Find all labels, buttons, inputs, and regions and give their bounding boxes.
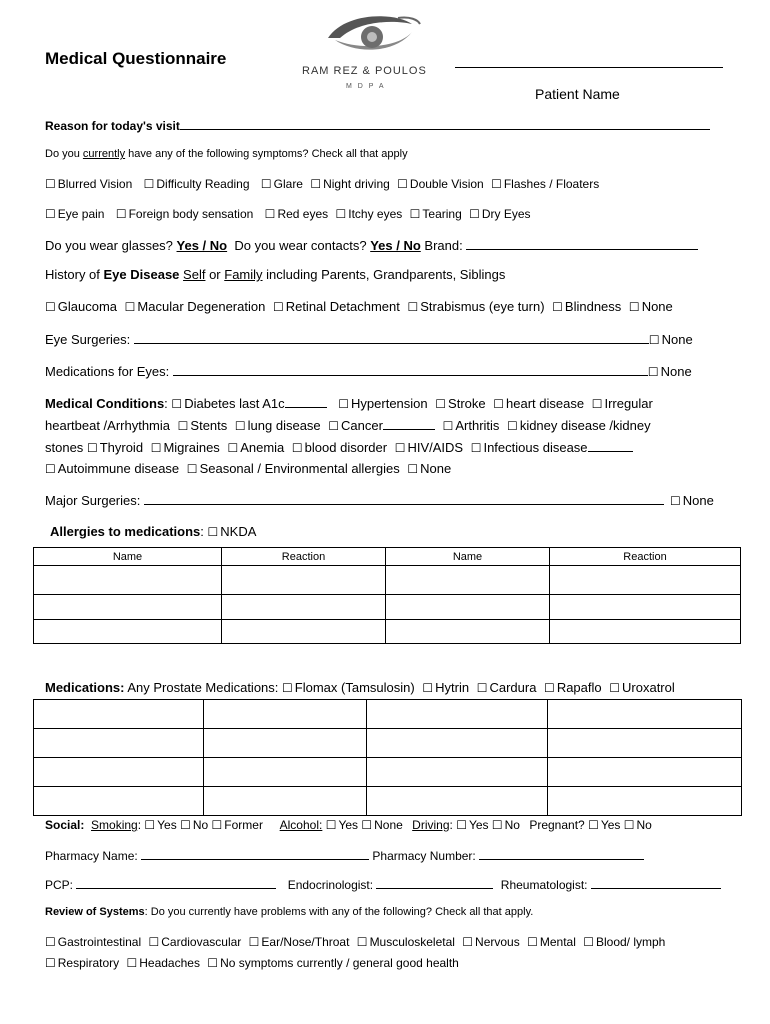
symptom-option[interactable]: ☐ Foreign body sensation (115, 207, 254, 221)
eye-logo-icon (300, 10, 440, 65)
symptom-option[interactable]: ☐ Itchy eyes (335, 207, 403, 221)
prostate-option[interactable]: ☐ Rapaflo (544, 680, 602, 695)
table-cell[interactable] (367, 700, 548, 729)
condition-option[interactable]: ☐ Migraines (150, 440, 220, 455)
condition-option[interactable]: ☐ Hypertension (338, 396, 428, 411)
table-row (34, 758, 742, 787)
infectious-line[interactable] (588, 439, 633, 452)
practice-logo (300, 10, 440, 95)
symptom-option[interactable]: ☐ Red eyes (264, 207, 329, 221)
symptom-option[interactable]: ☐ Blurred Vision (45, 177, 133, 191)
rheum-line[interactable] (591, 876, 721, 889)
patient-name-label: Patient Name (535, 86, 620, 102)
eye-meds-row: Medications for Eyes: ☐ None (45, 364, 692, 379)
condition-option[interactable]: ☐ heart disease (493, 396, 585, 411)
driving-option[interactable]: ☐ No (491, 818, 520, 832)
social-row: Social: Smoking: ☐ Yes ☐ No ☐ Former Alcohol: ☐ Yes ☐ None Driving: ☐ Yes ☐ No Pregnant? ☐ Yes ☐ No (45, 818, 652, 832)
table-cell[interactable] (548, 700, 742, 729)
driving-option[interactable]: ☐ Yes (456, 818, 489, 832)
table-cell[interactable] (204, 787, 367, 816)
condition-option[interactable]: ☐ None (407, 461, 452, 476)
table-cell[interactable] (386, 595, 550, 620)
condition-option[interactable]: ☐ blood disorder (291, 440, 388, 455)
table-cell[interactable] (222, 620, 386, 644)
allergies-row: Allergies to medications: ☐ NKDA (50, 524, 257, 539)
condition-option[interactable]: ☐ lung disease (234, 418, 321, 433)
symptoms-prompt: Do you currently have any of the following symptoms? Check all that apply (45, 148, 408, 160)
eye-meds-none[interactable]: ☐ None (647, 364, 692, 379)
table-cell[interactable] (34, 729, 204, 758)
nkda-option[interactable]: ☐ NKDA (207, 524, 257, 539)
ros-option[interactable]: ☐ Mental (527, 935, 576, 949)
ros-option[interactable]: ☐ Cardiovascular (148, 935, 242, 949)
eye-meds-line[interactable] (173, 363, 648, 376)
reason-line[interactable] (180, 117, 710, 130)
table-cell[interactable] (222, 566, 386, 595)
pregnant-option[interactable]: ☐ Yes (588, 818, 621, 832)
eye-surgeries-line[interactable] (134, 331, 649, 344)
pregnant-option[interactable]: ☐ No (623, 818, 652, 832)
history-prompt: History of Eye Disease Self or Family including Parents, Grandparents, Siblings (45, 267, 506, 282)
conditions-line-1: Medical Conditions: ☐ Diabetes last A1c ☐ Hypertension ☐ Stroke ☐ heart disease ☐ Irregular (45, 396, 653, 411)
history-option[interactable]: ☐ Retinal Detachment (272, 299, 400, 314)
eye-surgeries-none[interactable]: ☐ None (648, 332, 693, 347)
conditions-line-2: heartbeat /Arrhythmia ☐ Stents ☐ lung disease ☐ Cancer ☐ Arthritis ☐ kidney disease /kidney (45, 418, 651, 433)
condition-option[interactable]: ☐ Thyroid (86, 440, 144, 455)
symptom-option[interactable]: ☐ Dry Eyes (469, 207, 531, 221)
condition-option[interactable]: ☐ Anemia (227, 440, 285, 455)
condition-option[interactable]: ☐ Cancer (328, 418, 383, 433)
major-surgeries-row: Major Surgeries: ☐ None (45, 493, 714, 508)
table-header: Reaction (550, 548, 741, 566)
table-cell[interactable] (550, 566, 741, 595)
prostate-option[interactable]: ☐ Uroxatrol (609, 680, 675, 695)
ros-prompt: Review of Systems: Do you currently have problems with any of the following? Check all that apply. (45, 906, 534, 918)
glasses-row: Do you wear glasses? Yes / No Do you wear contacts? Yes / No Brand: (45, 237, 698, 253)
patient-name-line[interactable] (455, 67, 723, 68)
ros-option[interactable]: ☐ Blood/ lymph (583, 935, 666, 949)
reason-label: Reason for today's visit (45, 119, 180, 133)
table-cell[interactable] (550, 595, 741, 620)
alcohol-option[interactable]: ☐ None (361, 818, 403, 832)
logo-sub: M D P A (346, 83, 386, 90)
table-cell[interactable] (548, 758, 742, 787)
symptom-option[interactable]: ☐ Difficulty Reading (143, 177, 250, 191)
condition-option[interactable]: ☐ kidney disease /kidney (507, 418, 651, 433)
table-header: Reaction (222, 548, 386, 566)
pharmacy-name-line[interactable] (141, 847, 369, 860)
table-row (34, 700, 742, 729)
ros-option[interactable]: ☐ Gastrointestinal (45, 935, 142, 949)
history-option[interactable]: ☐ Blindness (552, 299, 622, 314)
endo-line[interactable] (376, 876, 493, 889)
table-header: Name (386, 548, 550, 566)
table-cell[interactable] (548, 729, 742, 758)
medications-row: Medications: Any Prostate Medications: ☐ Flomax (Tamsulosin) ☐ Hytrin ☐ Cardura ☐ Rapaflo ☐ Uroxatrol (45, 680, 675, 695)
brand-line[interactable] (466, 237, 698, 250)
allergies-table (33, 547, 741, 644)
table-cell[interactable] (367, 729, 548, 758)
table-cell[interactable] (367, 787, 548, 816)
major-surgeries-line[interactable] (144, 492, 664, 505)
condition-option[interactable]: ☐ Stroke (435, 396, 486, 411)
conditions-line-3: stones ☐ Thyroid ☐ Migraines ☐ Anemia ☐ blood disorder ☐ HIV/AIDS ☐ Infectious disease (45, 439, 633, 455)
table-cell[interactable] (386, 620, 550, 644)
table-cell[interactable] (204, 700, 367, 729)
table-cell[interactable] (34, 566, 222, 595)
history-option[interactable]: ☐ Glaucoma (45, 299, 118, 314)
logo-name: RAM REZ & POULOS (302, 65, 427, 77)
providers-row: PCP: Endocrinologist: Rheumatologist: (45, 876, 721, 892)
table-row (34, 787, 742, 816)
medications-table (33, 699, 742, 816)
condition-option[interactable]: ☐ Seasonal / Environmental allergies (186, 461, 400, 476)
history-option[interactable]: ☐ None (628, 299, 673, 314)
smoking-option[interactable]: ☐ Yes (144, 818, 177, 832)
smoking-option[interactable]: ☐ No (180, 818, 209, 832)
pharmacy-row: Pharmacy Name: Pharmacy Number: (45, 847, 644, 863)
symptom-option[interactable]: ☐ Flashes / Floaters (491, 177, 600, 191)
pharmacy-number-line[interactable] (479, 847, 644, 860)
table-cell[interactable] (34, 787, 204, 816)
alcohol-option[interactable]: ☐ Yes (325, 818, 359, 832)
table-row (34, 729, 742, 758)
cancer-line[interactable] (383, 417, 435, 430)
symptom-option[interactable]: ☐ Double Vision (397, 177, 484, 191)
page-title: Medical Questionnaire (45, 49, 227, 68)
symptoms-row-2 (45, 207, 535, 221)
a1c-line[interactable] (285, 395, 327, 408)
symptom-option[interactable]: ☐ Tearing (409, 207, 462, 221)
smoking-option[interactable]: ☐ Former (211, 818, 263, 832)
eye-surgeries-row: Eye Surgeries: ☐ None (45, 332, 693, 347)
table-row (34, 620, 741, 644)
prostate-option[interactable]: ☐ Flomax (Tamsulosin) (282, 680, 415, 695)
condition-option[interactable]: ☐ Irregular (591, 396, 653, 411)
table-cell[interactable] (548, 787, 742, 816)
ros-option[interactable]: ☐ No symptoms currently / general good health (207, 956, 459, 970)
reason-row (45, 117, 710, 133)
symptom-option[interactable]: ☐ Glare (260, 177, 303, 191)
history-option[interactable]: ☐ Macular Degeneration (124, 299, 266, 314)
pcp-line[interactable] (76, 876, 276, 889)
prostate-option[interactable]: ☐ Hytrin (422, 680, 470, 695)
table-row (34, 595, 741, 620)
ros-option[interactable]: ☐ Nervous (462, 935, 520, 949)
table-cell[interactable] (34, 700, 204, 729)
table-cell[interactable] (34, 595, 222, 620)
table-cell[interactable] (550, 620, 741, 644)
condition-option[interactable]: ☐ Infectious disease (470, 440, 588, 455)
table-cell[interactable] (204, 729, 367, 758)
glasses-answer[interactable]: Yes / No (176, 238, 228, 253)
table-cell[interactable] (204, 758, 367, 787)
major-surgeries-none[interactable]: ☐ None (670, 493, 714, 508)
table-cell[interactable] (367, 758, 548, 787)
conditions-line-4 (45, 461, 451, 476)
ros-option[interactable]: ☐ Musculoskeletal (356, 935, 455, 949)
table-row (34, 566, 741, 595)
ros-option[interactable]: ☐ Respiratory (45, 956, 120, 970)
symptom-option[interactable]: ☐ Eye pain (45, 207, 105, 221)
contacts-answer[interactable]: Yes / No (370, 238, 421, 253)
condition-option[interactable]: ☐ Autoimmune disease (45, 461, 180, 476)
ros-option[interactable]: ☐ Ear/Nose/Throat (248, 935, 350, 949)
symptoms-row-1 (45, 177, 603, 191)
table-cell[interactable] (222, 595, 386, 620)
condition-option[interactable]: ☐ HIV/AIDS (394, 440, 464, 455)
table-cell[interactable] (34, 620, 222, 644)
table-header: Name (34, 548, 222, 566)
history-option[interactable]: ☐ Strabismus (eye turn) (407, 299, 545, 314)
history-options (45, 299, 677, 314)
table-cell[interactable] (34, 758, 204, 787)
ros-line-2 (45, 956, 459, 970)
condition-option[interactable]: ☐ Stents (177, 418, 228, 433)
ros-line-1 (45, 935, 665, 949)
symptom-option[interactable]: ☐ Night driving (310, 177, 390, 191)
condition-option[interactable]: ☐ Diabetes last A1c (171, 396, 285, 411)
ros-option[interactable]: ☐ Headaches (126, 956, 200, 970)
prostate-option[interactable]: ☐ Cardura (476, 680, 537, 695)
table-cell[interactable] (386, 566, 550, 595)
condition-option[interactable]: ☐ Arthritis (442, 418, 500, 433)
